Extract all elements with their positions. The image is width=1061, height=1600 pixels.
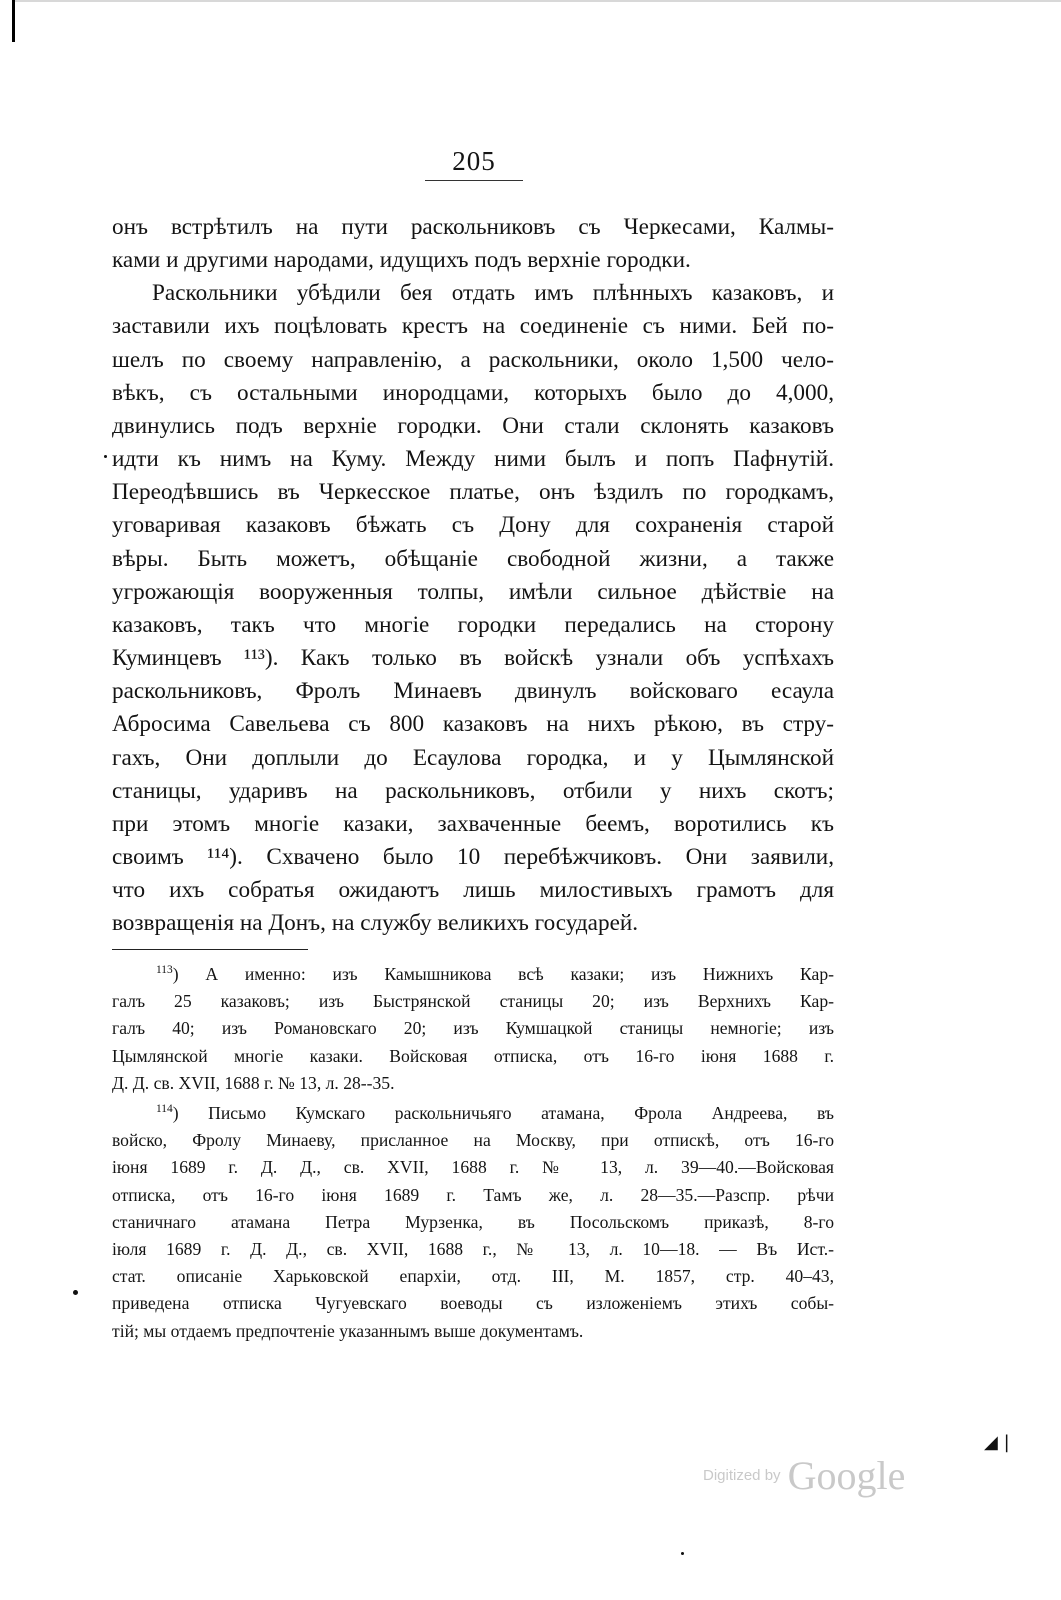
scan-edge-top	[12, 0, 1061, 2]
footnote-line: отписка, отъ 16-го іюня 1689 г. Тамъ же, л. 28—35.—Разспр. рѣчи	[112, 1184, 834, 1205]
text-line: станицы, ударивъ на раскольниковъ, отбили у нихъ скотъ;	[112, 777, 834, 804]
scan-edge-left	[12, 0, 15, 42]
text-line: онъ встрѣтилъ на пути раскольниковъ съ Черкесами, Калмы-	[112, 214, 834, 240]
footnote-line-text: ) Письмо Кумскаго раскольничьяго атамана, Фрола Андреева, въ	[172, 1103, 834, 1124]
ink-speck	[104, 455, 107, 458]
watermark-prefix: Digitized by	[703, 1467, 781, 1484]
text-line: ками и другими народами, идущихъ подъ верхніе городки.	[112, 247, 691, 274]
main-text	[112, 211, 834, 940]
google-logo: Google	[787, 1453, 906, 1498]
footnote-line: станичнаго атамана Петра Мурзенка, въ Посольскомъ приказѣ, 8-го	[112, 1211, 834, 1232]
footnote-line: войско, Фролу Минаеву, присланное на Москву, при отпискѣ, отъ 16-го	[112, 1130, 834, 1151]
text-line: вѣкъ, съ остальными инородцами, которыхъ было до 4,000,	[112, 379, 834, 406]
footnote-line: тій; мы отдаемъ предпочтеніе указаннымъ выше документамъ.	[112, 1320, 584, 1341]
footnote-line	[112, 961, 834, 988]
paragraph-2	[112, 277, 834, 940]
text-line: возвращенія на Донъ, на службу великихъ государей.	[112, 910, 639, 937]
footnote-line: Цымлянской многіе казаки. Войсковая отписка, отъ 16-го іюня 1688 г.	[112, 1045, 834, 1066]
footnote-line: галъ 25 казаковъ; изъ Быстрянской станицы 20; изъ Верхнихъ Кар-	[112, 991, 834, 1012]
text-line: Переодѣвшись въ Черкесское платье, онъ ѣздилъ по городкамъ,	[112, 479, 834, 506]
paragraph-1	[112, 211, 834, 277]
ink-speck	[681, 1552, 684, 1555]
text-line: Куминцевъ ¹¹³). Какъ только въ войскѣ узнали объ успѣхахъ	[112, 645, 834, 672]
footnote-marker: 114	[156, 1103, 173, 1116]
text-line: шелъ по своему направленію, а раскольники, около 1,500 чело-	[112, 346, 834, 373]
text-line: что ихъ собратья ожидаютъ лишь милостивыхъ грамотъ для	[112, 877, 834, 904]
footnote-line: галъ 40; изъ Романовскаго 20; изъ Кумшацкой станицы немногіе; изъ	[112, 1018, 834, 1039]
text-line: двинулись подъ верхніе городки. Они стали склонять казаковъ	[112, 412, 834, 439]
footnote-113	[112, 961, 834, 1097]
text-line: Абросима Савельева съ 800 казаковъ на нихъ рѣкою, въ стру-	[112, 711, 834, 738]
digitized-watermark	[703, 1452, 905, 1499]
text-line: идти къ нимъ на Куму. Между ними былъ и попъ Пафнутій.	[112, 446, 834, 473]
footnotes	[112, 961, 834, 1348]
footnote-line-text: ) А именно: изъ Камышникова всѣ казаки; изъ Нижнихъ Кар-	[172, 964, 834, 984]
text-line: раскольниковъ, Фролъ Минаевъ двинулъ войсковаго есаула	[112, 678, 834, 705]
right-margin-marks: ◢ |	[984, 1432, 1010, 1453]
ink-speck	[73, 1290, 78, 1295]
page-number-rule	[425, 180, 523, 181]
footnote-line: іюня 1689 г. Д. Д., св. XVII, 1688 г. № 13, л. 39—40.—Войсковая	[112, 1157, 834, 1178]
footnote-114	[112, 1100, 834, 1345]
footnote-line: Д. Д. св. XVII, 1688 г. № 13, л. 28--35.	[112, 1072, 395, 1093]
footnote-marker: 113	[156, 964, 173, 977]
page-number: 205	[452, 146, 496, 176]
footnote-line	[112, 1100, 834, 1127]
footnote-line: іюля 1689 г. Д. Д., св. XVII, 1688 г., № 13, л. 10—18. — Въ Ист.-	[112, 1239, 834, 1260]
text-line: Раскольники убѣдили бея отдать имъ плѣнныхъ казаковъ, и	[152, 280, 834, 307]
text-line: заставили ихъ поцѣловать крестъ на соединеніе съ ними. Бей по-	[112, 313, 834, 340]
text-line: уговаривая казаковъ бѣжать съ Дону для сохраненія старой	[112, 512, 834, 539]
text-line: казаковъ, такъ что многіе городки передались на сторону	[112, 611, 834, 638]
text-line: гахъ, Они доплыли до Есаулова городка, и у Цымлянской	[112, 744, 834, 771]
footnote-rule	[112, 949, 308, 950]
footnote-line: приведена отписка Чугуевскаго воеводы съ изложеніемъ этихъ собы-	[112, 1293, 834, 1314]
text-line: вѣры. Быть можетъ, обѣщаніе свободной жизни, а также	[112, 545, 834, 572]
text-line: своимъ ¹¹⁴). Схвачено было 10 перебѣжчиковъ. Они заявили,	[112, 843, 834, 870]
footnote-line: стат. описаніе Харьковской епархіи, отд. III, М. 1857, стр. 40–43,	[112, 1266, 834, 1287]
text-line: угрожающія вооруженныя толпы, имѣли сильное дѣйствіе на	[112, 578, 834, 605]
text-line: при этомъ многіе казаки, захваченные беемъ, воротились къ	[112, 810, 834, 837]
